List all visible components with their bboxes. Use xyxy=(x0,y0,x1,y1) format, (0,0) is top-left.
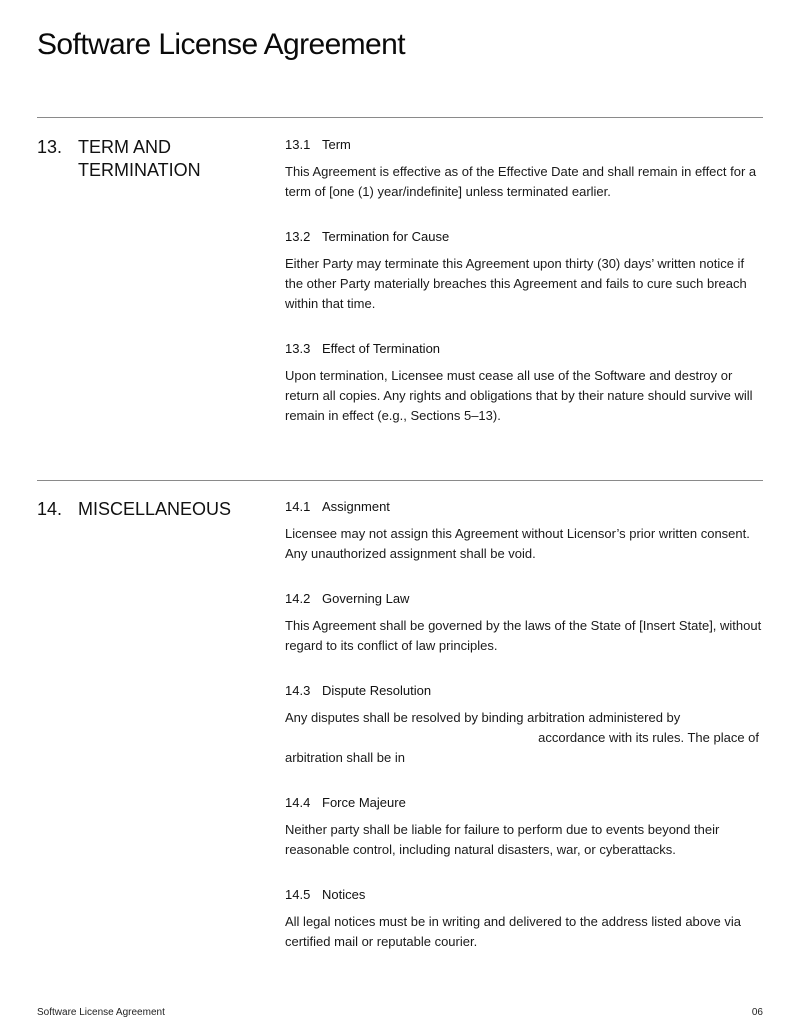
clause-body: Neither party shall be liable for failure to perform due to events beyond their reasonable control, including natural disasters, war, or cyberattacks. xyxy=(285,822,720,857)
section-divider xyxy=(37,480,763,481)
clause-list xyxy=(285,498,763,978)
clause-heading xyxy=(285,590,763,607)
clause-number: 14.2 xyxy=(285,591,311,606)
clause-number: 14.1 xyxy=(285,499,311,514)
clause-title: Termination for Cause xyxy=(322,229,450,244)
clause-14-2 xyxy=(285,590,763,656)
footer-document-title: Software License Agreement xyxy=(37,1007,165,1018)
section-heading xyxy=(37,136,267,182)
section-title: MISCELLANEOUS xyxy=(78,499,232,519)
clause-heading xyxy=(285,498,763,515)
clause-body: This Agreement shall be governed by the laws of the State of [Insert State], without regard to its conflict of law principles. xyxy=(285,618,762,653)
clause-body-line: arbitration shall be in xyxy=(285,750,405,765)
clause-heading xyxy=(285,886,763,903)
clause-title: Dispute Resolution xyxy=(322,683,432,698)
clause-heading xyxy=(285,228,763,245)
clause-heading xyxy=(285,794,763,811)
clause-title: Force Majeure xyxy=(322,795,406,810)
clause-13-1 xyxy=(285,136,763,202)
clause-body: All legal notices must be in writing and delivered to the address listed above via certified mail or reputable courier. xyxy=(285,914,741,949)
clause-heading xyxy=(285,136,763,153)
clause-number: 14.4 xyxy=(285,795,311,810)
clause-list xyxy=(285,136,763,452)
clause-body-line: Any disputes shall be resolved by binding arbitration administered by xyxy=(285,710,681,725)
clause-14-1 xyxy=(285,498,763,564)
clause-title: Notices xyxy=(322,887,366,902)
section-title: TERM AND TERMINATION xyxy=(78,137,201,180)
page-number: 06 xyxy=(751,1007,763,1018)
clause-number: 13.2 xyxy=(285,229,311,244)
section-number: 14. xyxy=(37,499,63,519)
clause-body: Either Party may terminate this Agreement upon thirty (30) days’ written notice if the other Party materially breaches this Agreement and fails to cure such breach within that time. xyxy=(285,256,747,311)
clause-body: This Agreement is effective as of the Effective Date and shall remain in effect for a term of [one (1) year/indefinite] unless terminated earlier. xyxy=(285,164,757,199)
section-divider xyxy=(37,117,763,118)
clause-body: Licensee may not assign this Agreement without Licensor’s prior written consent. Any unauthorized assignment shall be void. xyxy=(285,526,750,561)
clause-title: Assignment xyxy=(322,499,390,514)
clause-title: Effect of Termination xyxy=(322,341,441,356)
clause-number: 13.1 xyxy=(285,137,311,152)
section-number: 13. xyxy=(37,137,63,157)
clause-number: 13.3 xyxy=(285,341,311,356)
clause-title: Term xyxy=(322,137,351,152)
document-title: Software License Agreement xyxy=(37,28,405,61)
clause-heading xyxy=(285,340,763,357)
clause-heading xyxy=(285,682,763,699)
clause-number: 14.3 xyxy=(285,683,311,698)
clause-body: Upon termination, Licensee must cease all use of the Software and destroy or return all copies. Any rights and obligations that by their nature should survive will remain in effect (e.g., Sections 5–13). xyxy=(285,368,753,423)
clause-body xyxy=(285,708,763,768)
clause-14-5 xyxy=(285,886,763,952)
clause-body-line: accordance with its rules. The place of xyxy=(538,730,759,745)
clause-13-3 xyxy=(285,340,763,426)
clause-title: Governing Law xyxy=(322,591,410,606)
clause-number: 14.5 xyxy=(285,887,311,902)
section-heading xyxy=(37,498,267,521)
clause-14-3 xyxy=(285,682,763,768)
clause-13-2 xyxy=(285,228,763,314)
clause-14-4 xyxy=(285,794,763,860)
